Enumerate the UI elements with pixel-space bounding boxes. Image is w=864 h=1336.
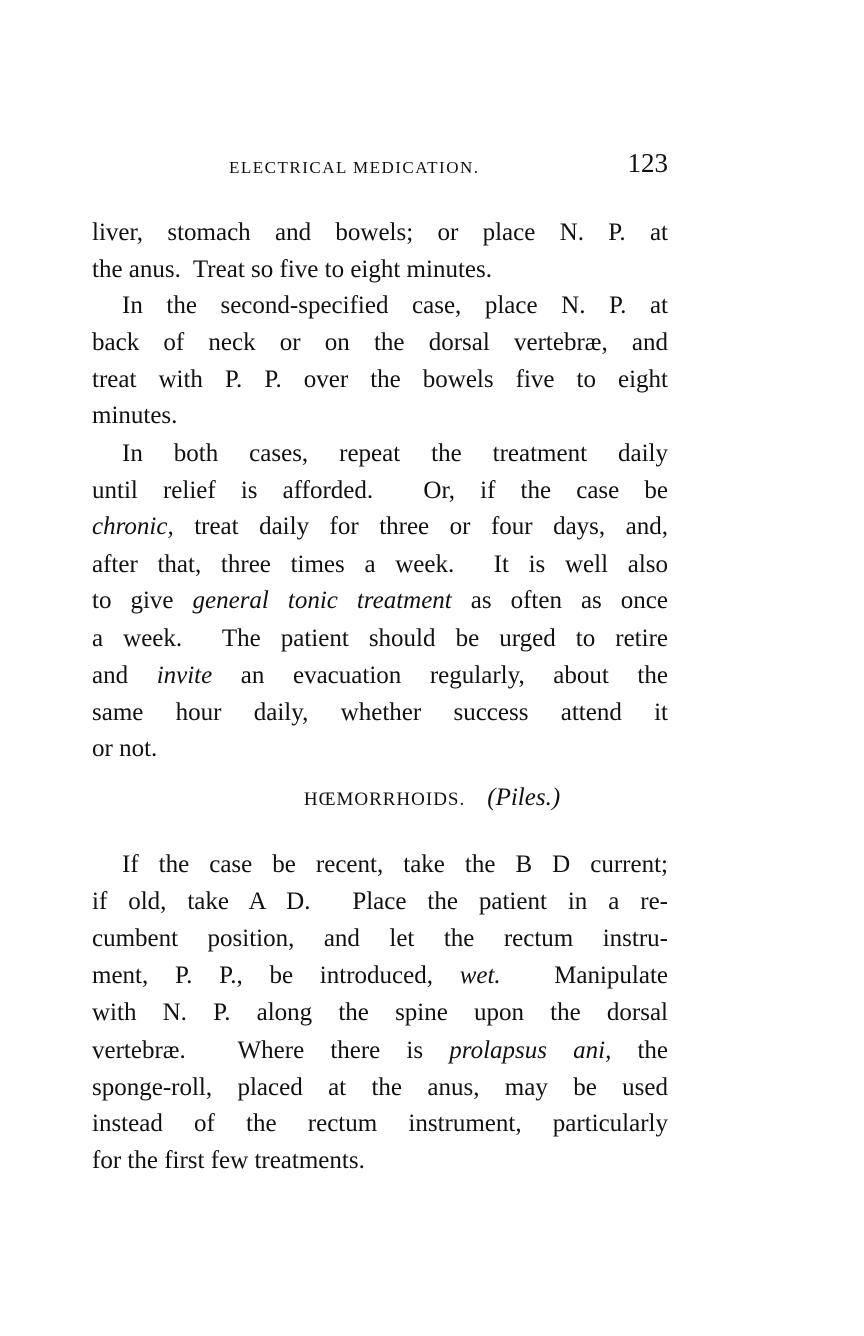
section-subtitle: (Piles.) [487, 784, 561, 811]
text-run: with N. P. along the spine upon the dorsal [92, 999, 668, 1026]
text-run: If the case be recent, take the B D current; [122, 851, 668, 878]
text-line [122, 291, 668, 321]
text-run: ment, P. P., be introduced, [92, 962, 460, 989]
italic-text: wet. [459, 962, 501, 989]
italic-text: general tonic treatment [192, 587, 452, 614]
section-heading [0, 784, 864, 812]
text-line [92, 401, 668, 431]
text-run: as often as once [451, 587, 668, 614]
text-line [92, 961, 668, 991]
text-run: the anus. Treat so five to eight minutes. [92, 256, 492, 283]
text-run: same hour daily, whether success attend it [92, 699, 668, 726]
text-run: sponge-roll, placed at the anus, may be used [92, 1074, 668, 1101]
section-title: HŒMORRHOIDS. [303, 789, 466, 810]
text-run: an evacuation regularly, about the [212, 662, 668, 689]
text-run: minutes. [92, 402, 178, 429]
italic-text: invite [156, 662, 213, 689]
text-run: a week. The patient should be urged to retire [92, 625, 668, 652]
text-run: In both cases, repeat the treatment daily [122, 440, 668, 467]
text-line [92, 476, 668, 506]
text-line [92, 698, 668, 728]
text-run: In the second-specified case, place N. P. at [122, 292, 668, 319]
text-line [92, 255, 668, 285]
text-run: back of neck or on the dorsal vertebræ, and [92, 329, 668, 356]
text-run: until relief is afforded. Or, if the case be [92, 477, 668, 504]
text-line [92, 1036, 668, 1066]
text-line [92, 998, 668, 1028]
text-line [92, 1109, 668, 1139]
text-line [92, 512, 668, 542]
text-line [92, 1146, 668, 1176]
text-line [92, 586, 668, 616]
text-line [92, 328, 668, 358]
text-line [92, 924, 668, 954]
text-run: cumbent position, and let the rectum instru- [92, 925, 668, 952]
text-run: treat with P. P. over the bowels five to eight [92, 366, 668, 393]
text-line [92, 550, 668, 580]
text-run: or not. [92, 735, 158, 762]
text-line [92, 661, 668, 691]
text-run: treat daily for three or four days, and, [173, 513, 668, 540]
text-line [92, 734, 668, 764]
text-run: Manipulate [500, 962, 669, 989]
text-line [92, 365, 668, 395]
page-number: 123 [627, 148, 668, 178]
italic-text: prolapsus ani, [449, 1037, 612, 1064]
text-run: if old, take A D. Place the patient in a re- [92, 888, 668, 915]
text-line [92, 218, 668, 248]
text-run: to give [92, 587, 193, 614]
text-run: for the first few treatments. [92, 1147, 365, 1174]
text-run: and [92, 662, 157, 689]
text-run: instead of the rectum instrument, particularly [92, 1110, 668, 1137]
text-line [122, 850, 668, 880]
page-header [92, 148, 668, 184]
running-title: ELECTRICAL MEDICATION. [229, 158, 480, 177]
text-line [92, 887, 668, 917]
text-run: after that, three times a week. It is well also [92, 551, 668, 578]
text-line [92, 1073, 668, 1103]
text-run: vertebræ. Where there is [92, 1037, 450, 1064]
text-line [122, 439, 668, 469]
text-run: liver, stomach and bowels; or place N. P. at [92, 219, 668, 246]
text-run: the [611, 1037, 669, 1064]
italic-text: chronic, [92, 513, 174, 540]
text-line [92, 624, 668, 654]
